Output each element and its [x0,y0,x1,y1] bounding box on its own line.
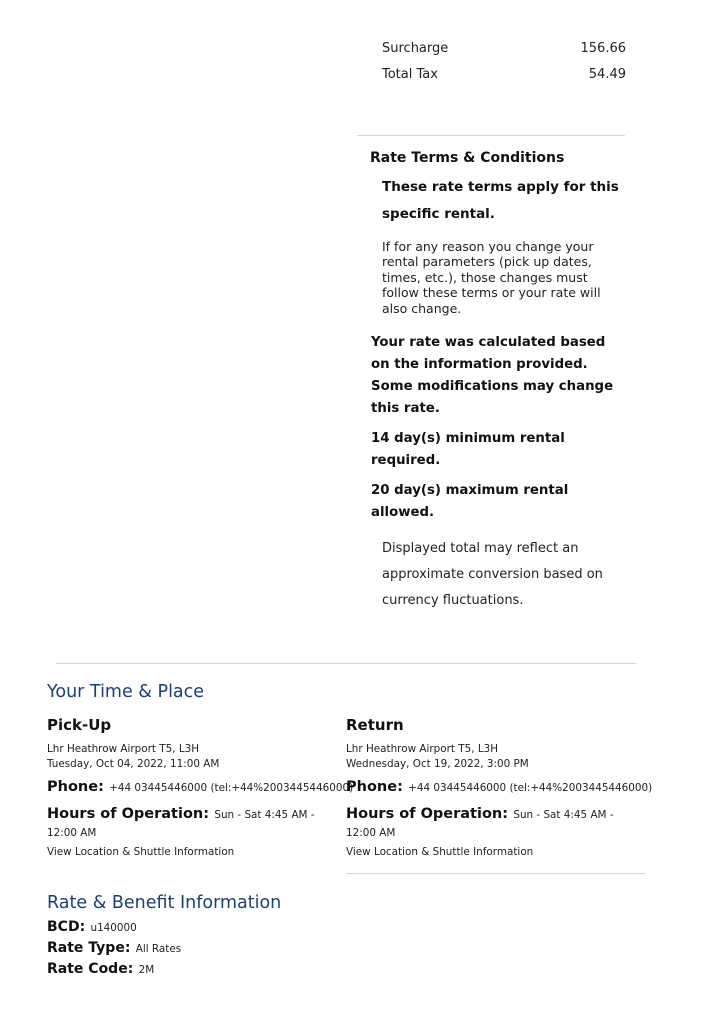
rate-calculated-note: Your rate was calculated based on the information provided. Some modifications may change this rate. [371,335,614,416]
pickup-hours-value: Sun - Sat 4:45 AM - 12:00 AM [47,809,315,839]
rate-type-value: All Rates [135,943,182,955]
divider [357,135,625,136]
pickup-hours [47,805,347,842]
rate-type-label: Rate Type: [47,940,131,956]
rate-type-line [47,940,181,956]
return-phone-label: Phone: [346,779,403,795]
rate-terms-title: Rate Terms & Conditions [370,150,565,166]
maximum-rental-note: 20 day(s) maximum rental allowed. [371,483,569,520]
rate-code-line [47,961,154,977]
pickup-hours-label: Hours of Operation: [47,806,210,822]
pickup-phone-label: Phone: [47,779,104,795]
pickup-title: Pick-Up [47,716,112,734]
rate-benefit-title: Rate & Benefit Information [47,893,282,913]
pickup-location-link[interactable]: View Location & Shuttle Information [47,846,235,858]
return-phone [346,778,652,797]
total-tax-value: 54.49 [588,67,626,82]
displayed-total-note: Displayed total may reflect an approximate conversion based on currency fluctuations. [382,541,603,608]
surcharge-label: Surcharge [382,41,449,56]
divider [56,663,636,664]
return-location-link[interactable]: View Location & Shuttle Information [346,846,534,858]
minimum-rental-note: 14 day(s) minimum rental required. [371,431,565,468]
rate-code-value: 2M [138,964,155,976]
pickup-datetime: Tuesday, Oct 04, 2022, 11:00 AM [47,758,220,770]
pickup-location: Lhr Heathrow Airport T5, L3H [47,743,200,755]
total-tax-row [382,67,626,82]
bcd-line [47,919,137,935]
return-hours-value: Sun - Sat 4:45 AM - 12:00 AM [346,809,614,839]
return-title: Return [346,716,404,734]
rate-terms-paragraph: If for any reason you change your rental parameters (pick up dates, times, etc.), those changes must follow these terms or your rate will also change. [382,239,601,316]
surcharge-row [382,41,626,56]
pickup-phone [47,778,353,797]
bcd-value: u140000 [90,922,137,934]
return-hours [346,805,646,842]
pickup-phone-value[interactable]: +44 03445446000 (tel:+44%2003445446000) [109,782,354,794]
return-hours-label: Hours of Operation: [346,806,509,822]
rate-code-label: Rate Code: [47,961,134,977]
return-phone-value[interactable]: +44 03445446000 (tel:+44%2003445446000) [408,782,653,794]
divider [346,873,645,874]
return-location: Lhr Heathrow Airport T5, L3H [346,743,499,755]
time-place-title: Your Time & Place [47,682,205,702]
total-tax-label: Total Tax [382,67,438,82]
surcharge-value: 156.66 [580,41,626,56]
rate-terms-subtitle: These rate terms apply for this specific rental. [382,179,619,222]
return-datetime: Wednesday, Oct 19, 2022, 3:00 PM [346,758,529,770]
bcd-label: BCD: [47,919,86,935]
